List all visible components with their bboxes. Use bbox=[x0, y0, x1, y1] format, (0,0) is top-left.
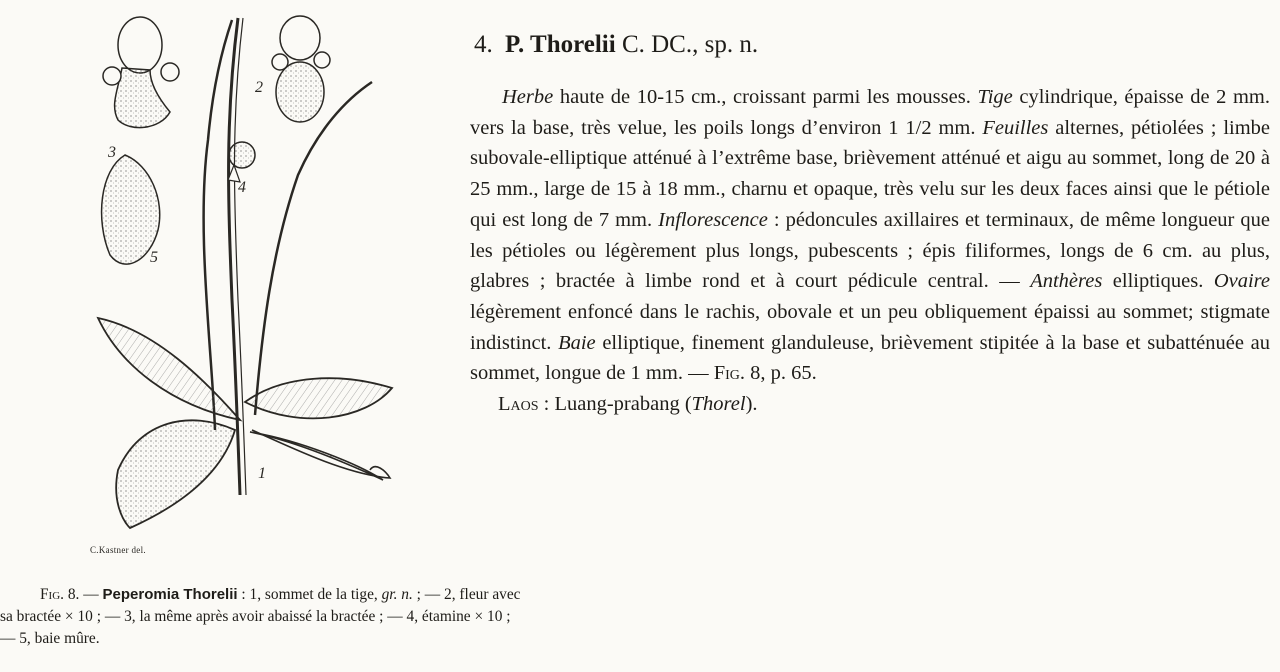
plant-stem bbox=[229, 18, 240, 495]
caption-part-1: : 1, sommet de la tige, bbox=[237, 586, 382, 603]
term-feuilles: Feuilles bbox=[982, 116, 1049, 139]
detail-5-berry bbox=[102, 155, 160, 264]
figure-label-4: 4 bbox=[238, 179, 246, 196]
flower-spike bbox=[204, 20, 232, 430]
locality-line bbox=[498, 389, 1270, 420]
detail-4-stamen bbox=[228, 142, 255, 182]
term-tige: Tige bbox=[977, 86, 1013, 108]
caption-fig-abbr: Fig. bbox=[40, 586, 65, 603]
term-inflorescence: Inflorescence bbox=[658, 208, 768, 231]
text-tige: cylindrique, épaisse de 2 mm. vers la base, très velue, les poils longs d’environ 1 1/2 mm. bbox=[470, 86, 1270, 139]
figure-label-2: 2 bbox=[255, 79, 263, 96]
species-number: 4. bbox=[474, 31, 493, 58]
species-description bbox=[470, 82, 1270, 389]
species-name: P. Thorelii bbox=[505, 31, 616, 58]
locality-place: : Luang-prabang ( bbox=[538, 393, 692, 416]
species-heading bbox=[474, 28, 1270, 62]
plant-drawing bbox=[0, 0, 450, 580]
species-author: C. DC., sp. n. bbox=[621, 31, 759, 58]
caption-line-2: sa bractée × 10 ; — 3, la même après avoir abaissé la bractée ; — 4, étamine × 10 ; bbox=[0, 608, 511, 625]
figure-caption bbox=[0, 584, 760, 650]
text-baie: elliptique, finement glanduleuse, brièvement stipitée à la base et subatténuée au sommet, longue de 1 mm. — bbox=[470, 331, 1270, 385]
figure-label-3: 3 bbox=[108, 144, 116, 161]
leaf bbox=[245, 378, 392, 418]
term-baie: Baie bbox=[558, 331, 596, 354]
leaf bbox=[116, 420, 235, 528]
locality-close: ). bbox=[745, 393, 758, 416]
text-ovaire: légèrement enfoncé dans le rachis, obovale et un peu obliquement épaissi au sommet; stigmate indistinct. bbox=[470, 300, 1270, 354]
text-herbe: haute de 10-15 cm., croissant parmi les mousses. bbox=[553, 86, 978, 108]
caption-gr: gr. n. bbox=[381, 586, 413, 603]
botanical-illustration bbox=[0, 0, 450, 580]
figure-ref: 8, p. 65. bbox=[745, 362, 817, 385]
figure-ref-abbr: Fig. bbox=[713, 362, 746, 385]
term-herbe: Herbe bbox=[502, 86, 554, 108]
text-inflorescence: : pédoncules axillaires et terminaux, de même longueur que les pétioles ou légèrement plus longs, pubescents ; épis filiformes, longs de 6 cm. au plus, glabres ; bractée à limbe rond et à court pédicule central. — bbox=[470, 208, 1270, 293]
text-antheres: elliptiques. bbox=[1102, 270, 1214, 293]
flower-spike bbox=[255, 82, 372, 415]
caption-fig-num: 8. — bbox=[64, 586, 103, 603]
figure-label-1: 1 bbox=[258, 465, 266, 482]
text-feuilles: alternes, pétiolées ; limbe subovale-elliptique atténué à l’extrême base, brièvement atténué et aigu au sommet, long de 20 à 25 mm., large de 15 à 18 mm., charnu et opaque, très velu sur les deux faces ainsi que le pétiole qui est long de 7 mm. bbox=[470, 116, 1270, 231]
figure-label-5: 5 bbox=[150, 249, 158, 266]
term-antheres: Anthères bbox=[1030, 270, 1103, 293]
term-ovaire: Ovaire bbox=[1213, 270, 1270, 293]
locality-collector: Thorel bbox=[691, 393, 746, 416]
locality-country: Laos bbox=[498, 393, 539, 416]
detail-2-flower bbox=[272, 16, 330, 122]
leaf bbox=[98, 318, 240, 420]
caption-species-name: Peperomia Thorelii bbox=[102, 586, 238, 603]
caption-line-3: — 5, baie mûre. bbox=[0, 630, 100, 647]
species-entry bbox=[470, 28, 1270, 420]
detail-3-flower bbox=[103, 17, 179, 128]
illustrator-signature: C.Kastner del. bbox=[90, 545, 146, 555]
caption-line-1 bbox=[0, 584, 760, 606]
caption-part-2: ; — 2, fleur avec bbox=[412, 586, 521, 603]
